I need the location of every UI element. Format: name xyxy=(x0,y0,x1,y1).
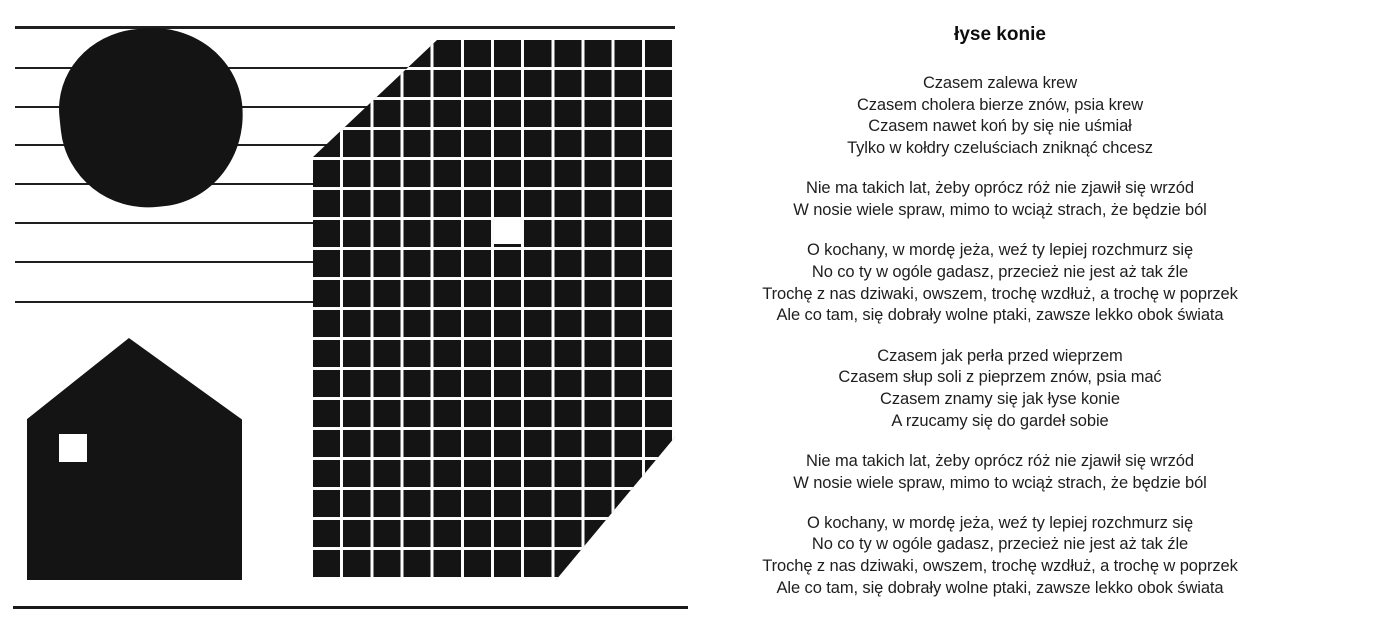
stanza xyxy=(700,240,1300,327)
lyric-line: No co ty w ogóle gadasz, przecież nie jest aż tak źle xyxy=(811,535,1189,554)
lyric-line: No co ty w ogóle gadasz, przecież nie jest aż tak źle xyxy=(811,262,1189,281)
lyric-line: Nie ma takich lat, żeby oprócz róż nie zjawił się wrzód xyxy=(806,451,1194,470)
lyric-line: Czasem znamy się jak łyse konie xyxy=(880,389,1120,408)
lyric-line: A rzucamy się do gardeł sobie xyxy=(891,411,1109,430)
lyric-line: Tylko w kołdry czeluściach zniknąć chcesz xyxy=(847,139,1153,158)
stanza xyxy=(700,178,1300,221)
stanza xyxy=(700,73,1300,160)
bottom-rule xyxy=(13,606,688,609)
lyric-line: W nosie wiele spraw, mimo to wciąż strach, że będzie ból xyxy=(793,201,1207,220)
lyrics-panel xyxy=(700,0,1300,618)
lyric-line: Czasem słup soli z pieprzem znów, psia mać xyxy=(838,368,1162,387)
lyric-line: Trochę z nas dziwaki, owszem, trochę wzdłuż, a trochę w poprzek xyxy=(762,557,1238,576)
song-title: łyse konie xyxy=(954,24,1046,45)
stanza xyxy=(700,451,1300,494)
lyric-line: W nosie wiele spraw, mimo to wciąż strach, że będzie ból xyxy=(793,473,1207,492)
lyric-line: Nie ma takich lat, żeby oprócz róż nie zjawił się wrzód xyxy=(806,179,1194,198)
lyric-line: Trochę z nas dziwaki, owszem, trochę wzdłuż, a trochę w poprzek xyxy=(762,284,1238,303)
missing-tile xyxy=(494,217,521,244)
lyric-line: O kochany, w mordę jeża, weź ty lepiej rozchmurz się xyxy=(806,513,1194,532)
lyric-line: Czasem jak perła przed wieprzem xyxy=(877,346,1123,365)
lyric-line: Czasem zalewa krew xyxy=(922,74,1078,92)
stanza xyxy=(700,346,1300,433)
lyric-line: Ale co tam, się dobrały wolne ptaki, zawsze lekko obok świata xyxy=(776,306,1224,325)
lyric-line: Czasem nawet koń by się nie uśmiał xyxy=(868,117,1132,136)
stanza xyxy=(700,513,1300,600)
house-window xyxy=(59,434,87,462)
ruled-line xyxy=(15,26,675,29)
lyrics-stanzas xyxy=(700,73,1300,600)
tiled-building-icon xyxy=(313,40,675,580)
lyric-line: Ale co tam, się dobrały wolne ptaki, zawsze lekko obok świata xyxy=(776,578,1224,597)
house-icon xyxy=(27,338,242,580)
lyric-line: Czasem cholera bierze znów, psia krew xyxy=(856,95,1144,114)
sun-icon xyxy=(51,19,252,216)
lyric-line: O kochany, w mordę jeża, weź ty lepiej rozchmurz się xyxy=(806,241,1194,260)
